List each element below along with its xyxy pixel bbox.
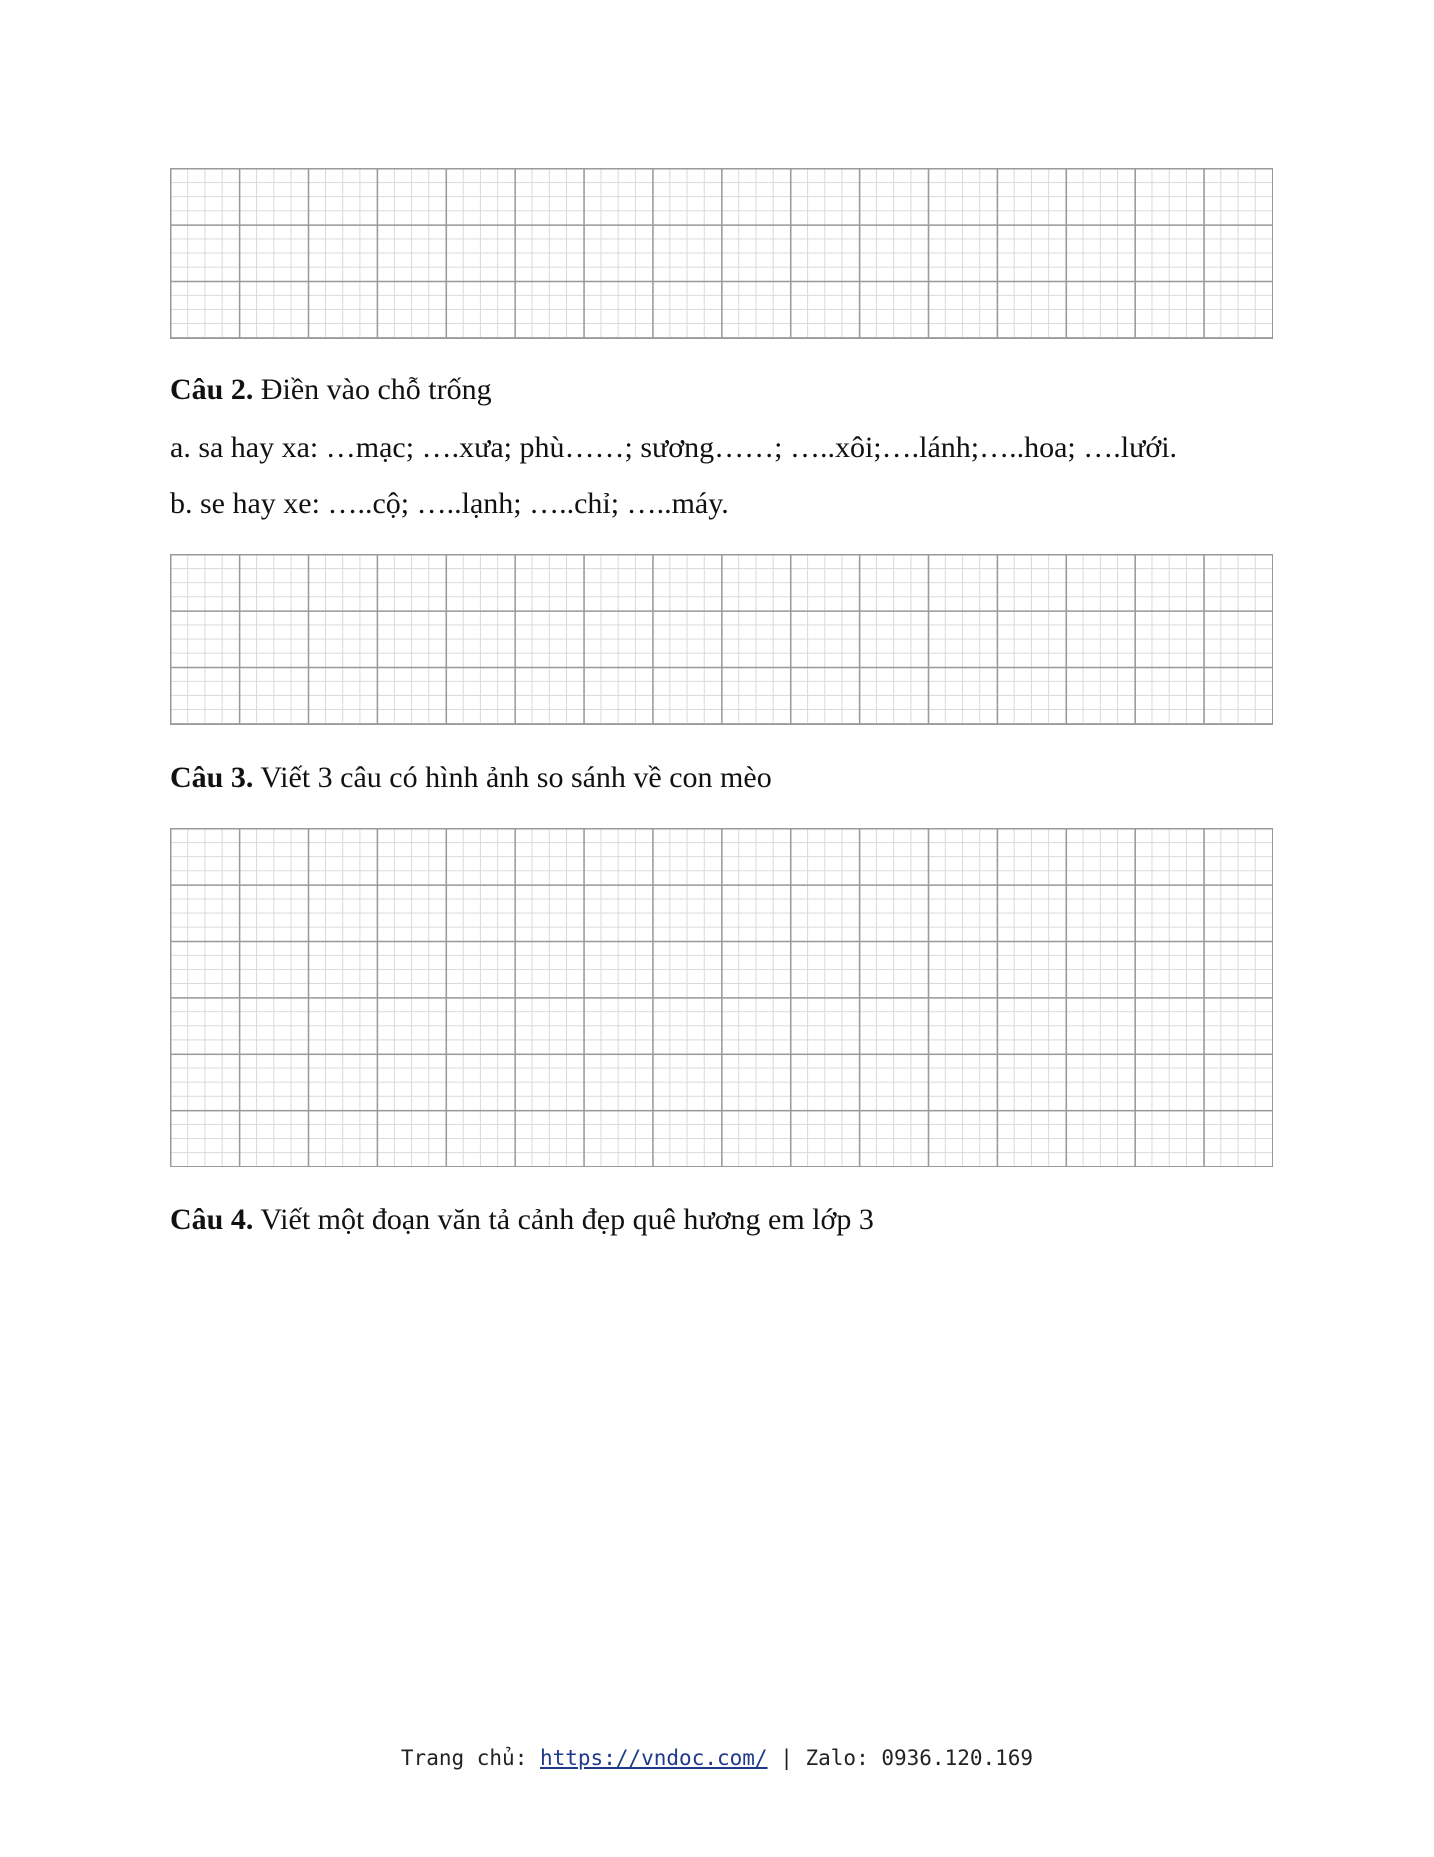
question-3-text: Viết 3 câu có hình ảnh so sánh về con mèo: [253, 761, 772, 794]
question-4-label: Câu 4.: [170, 1203, 254, 1236]
question-3-label: Câu 3.: [170, 761, 254, 794]
writing-grid-3: [170, 828, 1273, 1167]
question-2-text: Điền vào chỗ trống: [253, 373, 492, 406]
question-2-part-a: a. sa hay xa: …mạc; ….xưa; phù……; sương……; …..xôi;….lánh;…..hoa; ….lưới.: [170, 431, 1178, 464]
question-2-part-b: b. se hay xe: …..cộ; …..lạnh; …..chỉ; …..máy.: [170, 487, 729, 520]
footer-home-link[interactable]: https://vndoc.com/: [539, 1746, 768, 1770]
question-3-heading: [170, 760, 772, 796]
writing-grid-2: [170, 554, 1273, 725]
question-4-heading: [170, 1202, 874, 1238]
question-2-heading: [170, 372, 492, 408]
question-2-label: Câu 2.: [170, 373, 254, 406]
page-footer: [0, 1744, 1434, 1772]
footer-zalo: Zalo: 0936.120.169: [805, 1746, 1034, 1770]
footer-home-label: Trang chủ:: [400, 1746, 540, 1770]
footer-separator: |: [767, 1746, 806, 1770]
writing-grid-1: [170, 168, 1273, 339]
question-4-text: Viết một đoạn văn tả cảnh đẹp quê hương em lớp 3: [253, 1203, 874, 1236]
